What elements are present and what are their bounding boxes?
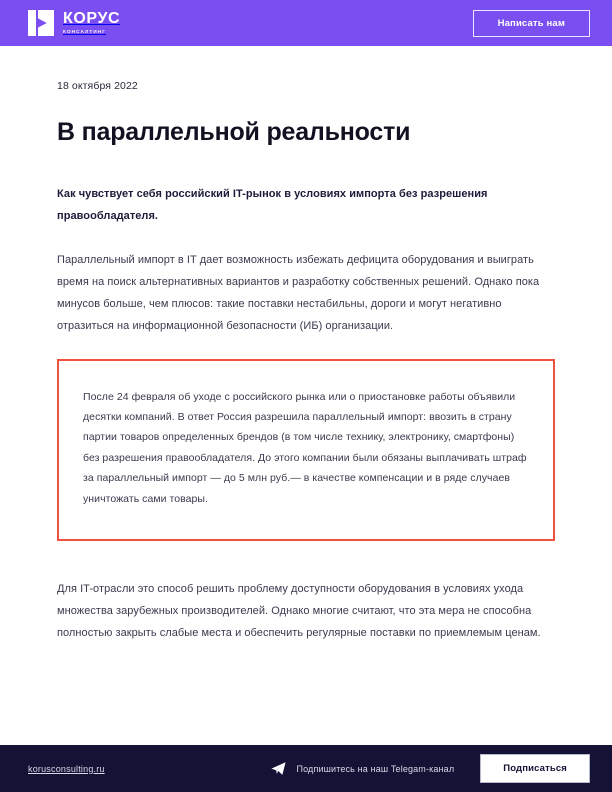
site-footer — [0, 745, 612, 792]
brand-logo[interactable] — [28, 10, 120, 36]
article-closing-paragraph: Для IT-отрасли это способ решить проблему доступности оборудования в условиях ухода множества зарубежных производителей. Однако многие считают, что эта мера не способна полностью закрыть слабые места и обеспечить регулярные поставки по приемлемым ценам. — [57, 583, 541, 640]
site-header — [0, 0, 612, 46]
brand-subtitle: КОНСАЛТИНГ — [63, 28, 107, 34]
telegram-promo[interactable] — [270, 760, 454, 777]
page-title: В параллельной реальности — [57, 118, 411, 146]
callout-box — [57, 359, 555, 542]
footer-site-url[interactable]: korusconsulting.ru — [28, 763, 105, 774]
callout-text: После 24 февраля об уходе с российского рынка или о приостановке работы объявили десятки компаний. В ответ Россия разрешила параллельный импорт: ввозить в страну партии товаров определенных брендов (в том числе технику, электронику, смартфоны) без разрешения правообладателя. До этого компании были обязаны выплачивать штраф за параллельный импорт — до 5 млн руб.— в качестве компенсации и в ряде случаев уничтожать сами товары. — [83, 390, 527, 505]
article-lede: Как чувствует себя российский IT-рынок в условиях импорта без разрешения правообладателя. — [57, 187, 488, 222]
subscribe-button[interactable]: Подписаться — [480, 754, 590, 783]
publication-date: 18 октября 2022 — [57, 80, 138, 92]
brand-title: КОРУС — [63, 10, 121, 28]
contact-us-button[interactable]: Написать нам — [473, 10, 590, 37]
telegram-promo-text: Подпишитесь на наш Telegam-канал — [296, 763, 455, 774]
brand-wordmark — [63, 11, 120, 34]
telegram-paper-plane-icon — [270, 760, 287, 777]
article-intro-paragraph: Параллельный импорт в IT дает возможность избежать дефицита оборудования и выиграть время на поиск альтернативных вариантов и разработку собственных решений. Однако пока минусов больше, чем плюсов: такие поставки нестабильны, дороги и могут негативно отразиться на информационной безопасности (ИБ) организации. — [57, 253, 540, 332]
korus-k-mark-icon — [28, 10, 54, 36]
article-content — [0, 46, 612, 745]
